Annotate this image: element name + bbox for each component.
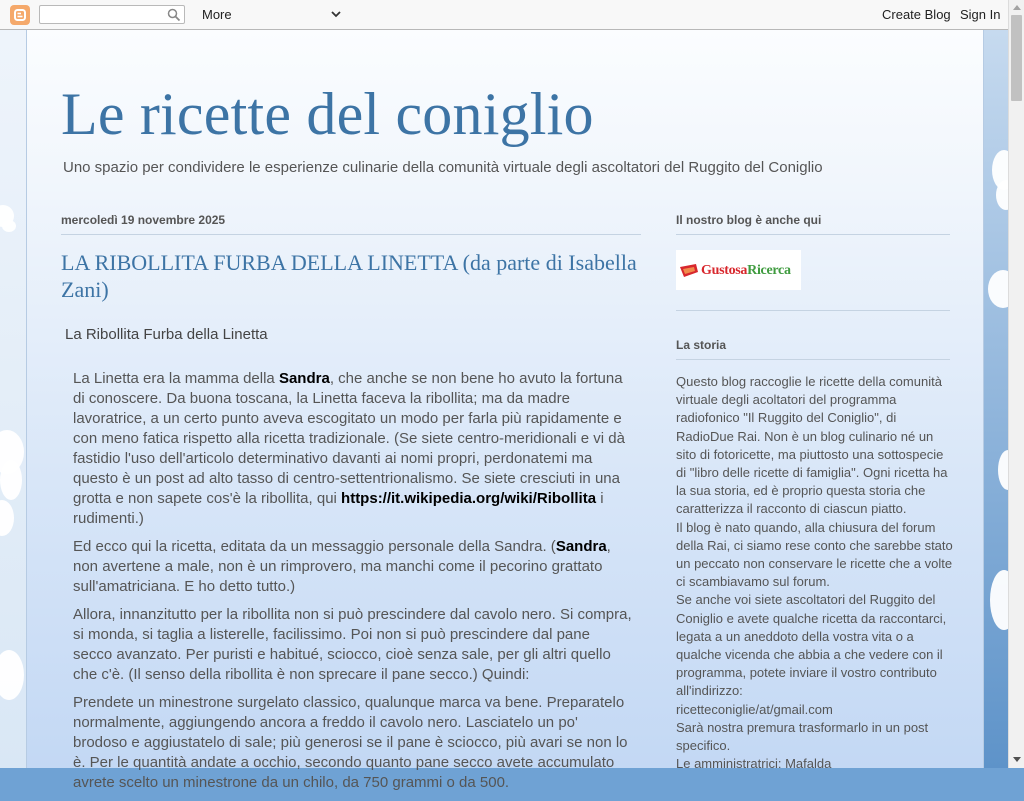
sign-in-link[interactable]: Sign In (960, 7, 1001, 22)
wikipedia-link[interactable]: https://it.wikipedia.org/wiki/Ribollita (341, 490, 597, 507)
blogger-navbar (0, 0, 1024, 30)
blog-content-area (26, 30, 984, 791)
more-menu[interactable]: More (202, 7, 232, 22)
post-paragraph: Allora, innanzitutto per la ribollita non si può prescindere dal cavolo nero. Si compra, si monda, si taglia a listerelle, facilissimo. Poi non si può prescindere dal pane secco avanzato. Per puristi e habitué, sciocco, cioè senza sale, per gli altri quello che c'è. (Il senso della ribollita è non sprecare il pane secco.) Quindi: (73, 606, 632, 683)
sidebar-story-text: Questo blog raccoglie le ricette della comunità virtuale degli acoltatori del programma radiofonico "Il Ruggito del Coniglio", di RadioDue Rai. Non è un blog culinario né un sito di fotoricette, ma piuttosto una sottospecie di "libro delle ricette di famiglia". Ogni ricetta ha la sua storia, ed è proprio questa storia che caratterizza il racconto di ciascun piatto. Il blog è nato quando, alla chiusura del forum della Rai, ci siamo rese conto che sarebbe stato un peccato non conservare le ricette che a volte ci scambiavamo sul forum. Se anche voi siete ascoltatori del Ruggito del Coniglio e avete qualche ricetta da raccontarci, legata a un aneddoto della vostra vita o a qualche vicenda che abbia a che vedere con il programma, potete inviare il vostro contributo all'indirizzo: ricetteconiglie/at/gmail.com Sarà nostra premura trasformarlo in un post specifico. Le amministratrici: Mafalda (676, 373, 956, 773)
blogger-logo-icon[interactable] (10, 5, 30, 25)
right-background-decoration (984, 30, 1008, 768)
scroll-down-arrow-icon[interactable] (1012, 754, 1022, 764)
search-icon[interactable] (167, 8, 181, 22)
page-scrollbar[interactable] (1008, 0, 1024, 768)
gustosaricerca-logo-text: GustosaRicerca (701, 263, 791, 278)
contact-email: ricetteconiglie/at/gmail.com (676, 701, 833, 717)
sidebar-heading-blog: Il nostro blog è anche qui (676, 213, 950, 235)
post-subtitle: La Ribollita Furba della Linetta (65, 326, 268, 343)
sidebar-heading-story: La storia (676, 338, 950, 360)
chevron-down-icon[interactable] (330, 8, 342, 20)
scroll-up-arrow-icon[interactable] (1012, 3, 1022, 13)
blog-description: Uno spazio per condividere le esperienze culinarie della comunità virtuale degli ascoltatori del Ruggito del Coniglio (63, 159, 823, 176)
sandra-mention: Sandra (555, 538, 607, 555)
post-date-header: mercoledì 19 novembre 2025 (61, 213, 641, 235)
post-body (73, 369, 633, 801)
spoon-icon (680, 263, 700, 279)
post-title[interactable]: LA RIBOLLITA FURBA DELLA LINETTA (da parte di Isabella Zani) (61, 250, 637, 302)
sidebar-divider (676, 310, 950, 311)
sandra-mention: Sandra (278, 370, 330, 387)
blog-title[interactable]: Le ricette del coniglio (61, 81, 594, 147)
search-input[interactable] (39, 5, 185, 24)
scrollbar-thumb[interactable] (1011, 15, 1022, 101)
gustosaricerca-badge[interactable] (676, 250, 801, 290)
create-blog-link[interactable]: Create Blog (882, 7, 951, 22)
post-paragraph: La Linetta era la mamma della Sandra, che anche se non bene ho avuto la fortuna di conoscere. Da buona toscana, la Linetta faceva la ribollita; ma da madre lavoratrice, a un certo punto aveva escogitato un modo per farla più rapidamente e con meno fatica rispetto alla ricetta tradizionale. (Se siete centro-meridionali e vi dà fastidio l'uso dell'articolo determinativo davanti ai nomi propri, perdonatemi ma questo è un post ad alto tasso di centro-settentrionalismo. Se siete cresciuti in una grotta e non sapete cos'è la ribollita, qui https://it.wikipedia.org/wiki/Ribollita i rudimenti.) (73, 370, 625, 527)
post-paragraph: Ed ecco qui la ricetta, editata da un messaggio personale della Sandra. (Sandra, non avertene a male, non è un rimprovero, ma manchi come il pecorino grattato sull'amatriciana. E ho detto tutto.) (73, 538, 611, 595)
post-paragraph: Prendete un minestrone surgelato classico, qualunque marca va bene. Preparatelo normalmente, aggiungendo ancora a freddo il cavolo nero. Lasciatelo un po' brodoso e aggiustatelo di sale; più generosi se il pane è sciocco, più avari se non lo è. Per le quantità andate a occhio, secondo quanto pane secco avete accumulato avrete scelto un minestrone da un chilo, da 750 grammi o da 500. (73, 694, 628, 791)
left-background-decoration (0, 30, 26, 768)
